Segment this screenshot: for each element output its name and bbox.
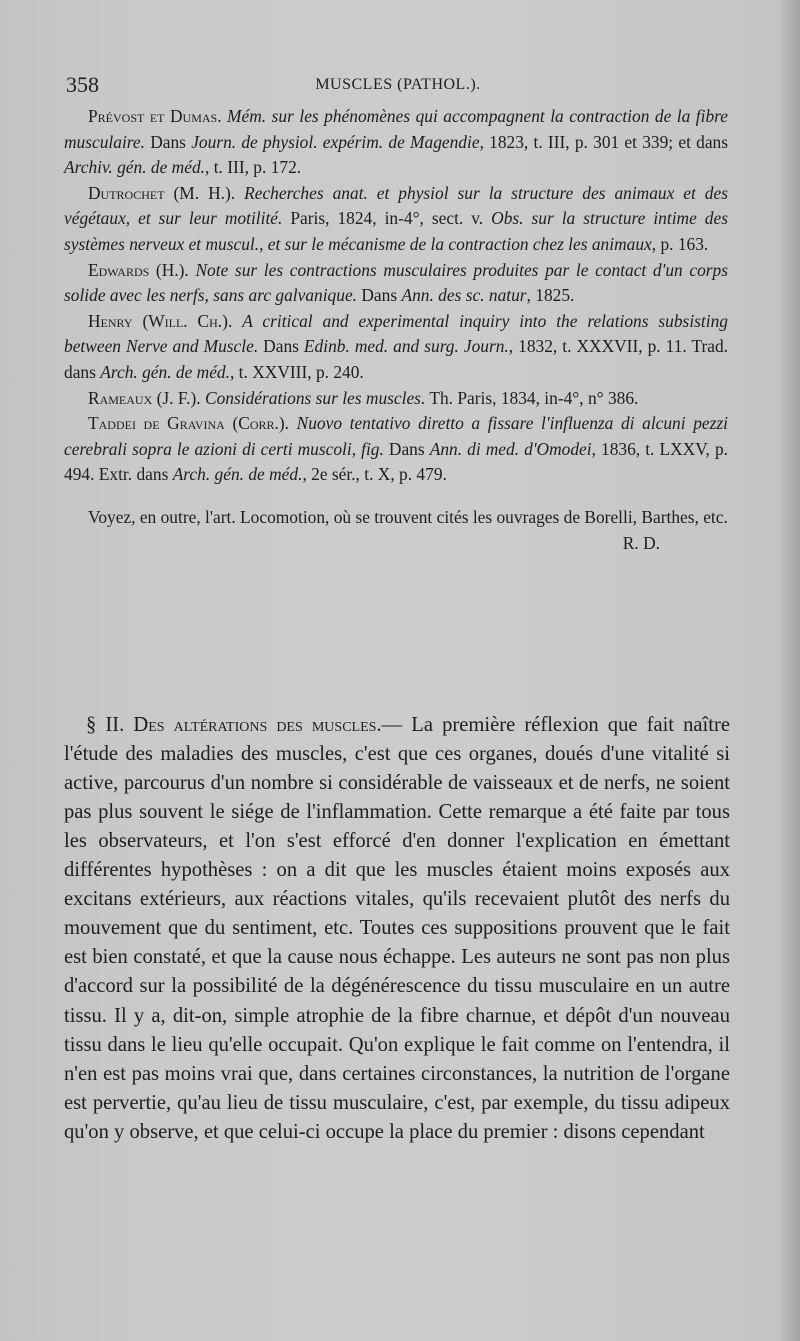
entry-journal: Arch. gén. de méd. [100, 361, 230, 382]
see-also-note [64, 505, 728, 553]
page-number: 358 [66, 72, 99, 97]
entry-text: , 1836, t. LXXV, p. 494. Extr. dans [64, 438, 728, 485]
entry-title: Considérations sur les muscles. [205, 387, 426, 408]
entry-text: , 2e sér., t. X, p. 479. [302, 464, 447, 485]
bibliography-entry [64, 309, 728, 386]
entry-journal: Archiv. gén. de méd. [64, 157, 206, 178]
page-header [66, 72, 730, 102]
entry-journal: Ann. di med. d'Omodei [429, 438, 592, 459]
entry-text: , t. XXVIII, p. 240. [229, 361, 364, 382]
entry-title: Mém. sur les phénomènes qui accompagnent la contraction de la fibre musculaire. [64, 106, 728, 152]
see-also-text: Voyez, en outre, l'art. Locomotion, où se trouvent cités les ouvrages de Borelli, Barthes, etc. [88, 507, 728, 528]
entry-journal: Edinb. med. and surg. Journ. [303, 336, 509, 357]
section-paragraph [64, 711, 730, 1147]
entry-author: Dutrochet (M. H.). [88, 182, 236, 203]
entry-text: Dans [144, 131, 192, 152]
entry-text: , 1825. [526, 285, 575, 306]
entry-text: Dans [258, 336, 304, 357]
entry-author: Edwards (H.). [88, 259, 189, 280]
entry-title: Recherches anat. et physiol sur la structure des animaux et des végétaux, et sur leur motilité. [64, 182, 728, 229]
entry-title: Nuovo tentativo diretto a fissare l'influenza di alcuni pezzi cerebrali sopra le azioni di certi muscoli, fig. [64, 413, 728, 459]
author-signature: R. D. [622, 532, 660, 553]
entry-text: , 1823, t. III, p. 301 et 339; et dans [479, 131, 729, 152]
entry-text: , p. 163. [651, 233, 709, 254]
bibliography-entry [64, 258, 728, 309]
entry-author: Taddei de Gravina (Corr.). [88, 413, 289, 434]
entry-journal: Obs. sur la structure intime des systèmes nerveux et muscul., et sur le mécanisme de la contraction chez les animaux [64, 208, 728, 254]
running-head: MUSCLES (PATHOL.). [315, 76, 481, 93]
entry-title: A critical and experimental inquiry into the relations subsisting between Nerve and Muscle. [64, 310, 728, 357]
entry-author: Henry (Will. Ch.). [88, 310, 233, 331]
bibliography-entry [64, 181, 728, 258]
entry-text: Paris, 1824, in-4°, sect. v. [282, 208, 492, 229]
bibliography [64, 104, 728, 556]
page-gutter-shadow [778, 0, 800, 1341]
entry-journal: Journ. de physiol. expérim. de Magendie [191, 131, 480, 152]
entry-journal: Arch. gén. de méd. [172, 464, 303, 485]
entry-text: Dans [383, 438, 430, 459]
entry-text: , t. III, p. 172. [205, 157, 302, 178]
bibliography-entry [64, 411, 728, 488]
bibliography-entry [64, 104, 728, 181]
entry-title: Note sur les contractions musculaires produites par le contact d'un corps solide avec les nerfs, sans arc galvanique. [64, 259, 728, 306]
entry-author: Rameaux (J. F.). [88, 387, 201, 408]
entry-text: , 1832, t. XXXVII, p. 11. Trad. dans [64, 336, 729, 382]
entry-text: Dans [357, 285, 402, 306]
section-body: — La première réflexion que fait naître l'étude des maladies des muscles, c'est que ces organes, doués d'une vitalité si active, parcourus d'un nombre si considérable de vaisseaux et de nerfs, ne soient pas plus souvent le siége de l'inflammation. Cette remarque a été faite par tous les observateurs, et l'on s'est efforcé d'en donner l'explication en émettant différentes hypothèses : on a dit que les muscles étaient moins exposés aux excitans extérieurs, aux réactions vitales, qu'ils recevaient plutôt des nerfs du mouvement que du sentiment, etc. Toutes ces suppositions prouvent que le fait est bien constaté, et que la cause nous échappe. Les auteurs ne sont pas non plus d'accord sur la possibilité de la dégénérescence du tissu musculaire en un autre tissu. Il y a, dit-on, simple atrophie de la fibre charnue, et dépôt d'un nouveau tissu dans le lieu qu'elle occupait. Qu'on explique le fait comme on l'entendra, il n'en est pas moins vrai que, dans certaines circonstances, la nutrition de l'organe est pervertie, qu'au lieu de tissu musculaire, c'est, par exemple, du tissu adipeux qu'on y observe, et que celui-ci occupe la place du premier : disons cependant [64, 713, 730, 1143]
entry-text: Th. Paris, 1834, in-4°, n° 386. [425, 387, 639, 408]
bibliography-entry [64, 386, 728, 412]
section-heading: § II. Des altérations des muscles. [86, 713, 382, 736]
entry-author: Prévost et Dumas. [88, 106, 222, 126]
entry-journal: Ann. des sc. natur [401, 285, 527, 306]
